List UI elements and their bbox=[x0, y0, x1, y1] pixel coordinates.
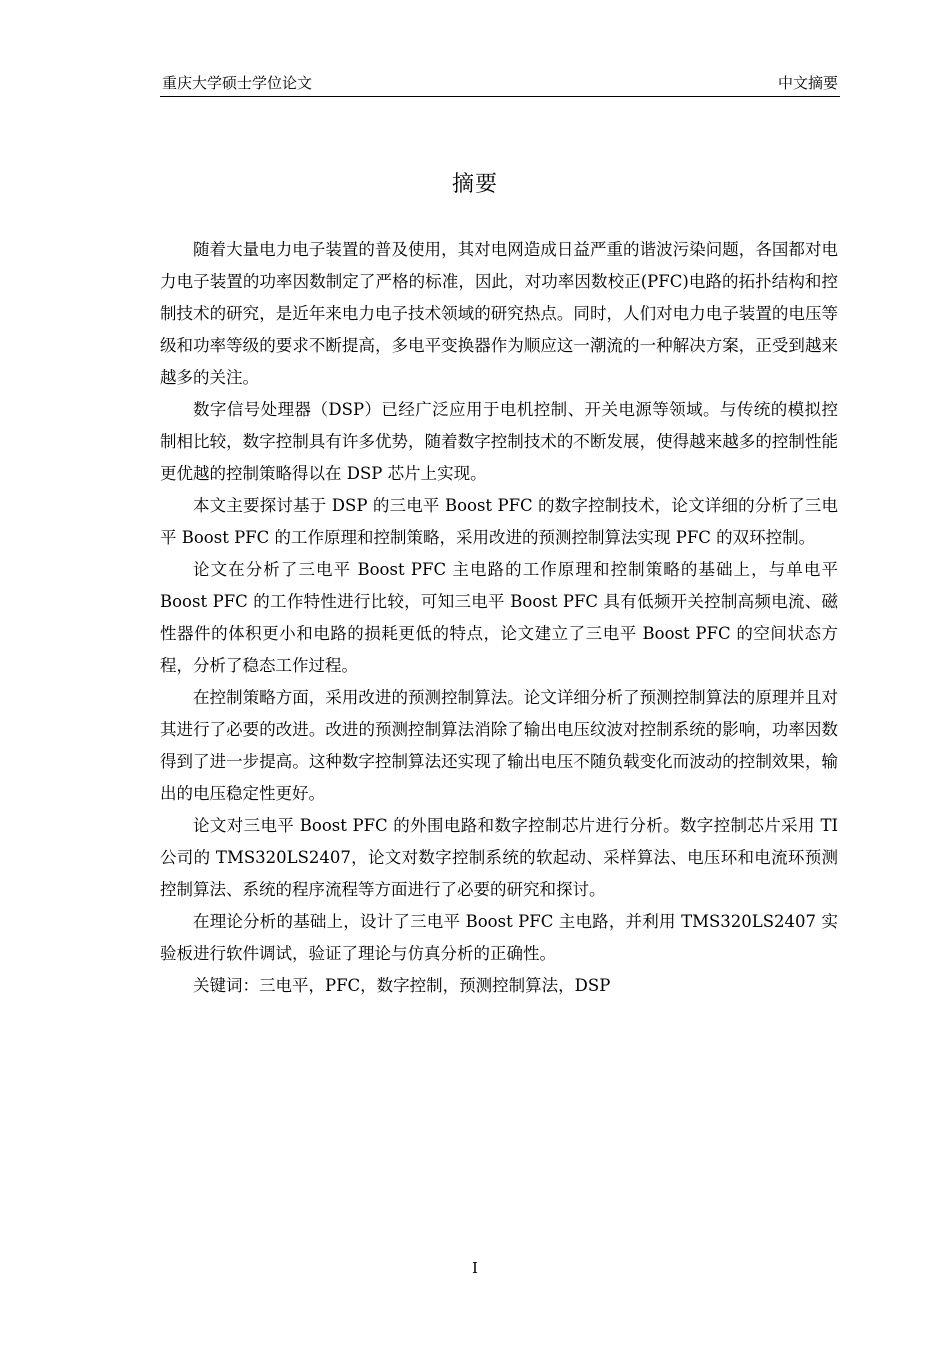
abstract-paragraph-6: 论文对三电平 Boost PFC 的外围电路和数字控制芯片进行分析。数字控制芯片采用 TI 公司的 TMS320LS2407，论文对数字控制系统的软起动、采样算法、电压环和电流环预测控制算法、系统的程序流程等方面进行了必要的研究和探讨。 bbox=[160, 816, 838, 899]
page-header bbox=[160, 74, 840, 97]
abstract-paragraph-1: 随着大量电力电子装置的普及使用，其对电网造成日益严重的谐波污染问题，各国都对电力电子装置的功率因数制定了严格的标准，因此，对功率因数校正(PFC)电路的拓扑结构和控制技术的研究，是近年来电力电子技术领域的研究热点。同时，人们对电力电子装置的电压等级和功率等级的要求不断提高，多电平变换器作为顺应这一潮流的一种解决方案，正受到越来越多的关注。 bbox=[160, 240, 838, 387]
abstract-paragraph-2: 数字信号处理器（DSP）已经广泛应用于电机控制、开关电源等领域。与传统的模拟控制相比较，数字控制具有许多优势，随着数字控制技术的不断发展，使得越来越多的控制性能更优越的控制策略得以在 DSP 芯片上实现。 bbox=[160, 400, 838, 483]
page-title: 摘要 bbox=[451, 172, 498, 197]
abstract-paragraph-4: 论文在分析了三电平 Boost PFC 主电路的工作原理和控制策略的基础上，与单电平 Boost PFC 的工作特性进行比较，可知三电平 Boost PFC 具有低频开关控制高频电流、磁性器件的体积更小和电路的损耗更低的特点，论文建立了三电平 Boost PFC 的空间状态方程，分析了稳态工作过程。 bbox=[160, 560, 838, 675]
abstract-paragraph-3: 本文主要探讨基于 DSP 的三电平 Boost PFC 的数字控制技术，论文详细的分析了三电平 Boost PFC 的工作原理和控制策略，采用改进的预测控制算法实现 PFC 的双环控制。 bbox=[160, 496, 838, 547]
keywords-line bbox=[160, 970, 838, 1002]
header-section-title: 中文摘要 bbox=[777, 74, 838, 92]
keywords-text: 三电平，PFC，数字控制，预测控制算法，DSP bbox=[259, 976, 611, 995]
abstract-paragraph-5: 在控制策略方面，采用改进的预测控制算法。论文详细分析了预测控制算法的原理并且对其进行了必要的改进。改进的预测控制算法消除了输出电压纹波对控制系统的影响，功率因数得到了进一步提高。这种数字控制算法还实现了输出电压不随负载变化而波动的控制效果，输出的电压稳定性更好。 bbox=[160, 688, 838, 803]
header-thesis-title: 重庆大学硕士学位论文 bbox=[162, 74, 313, 92]
keywords-label: 关键词： bbox=[193, 976, 259, 995]
page-number: I bbox=[472, 1259, 478, 1277]
abstract-body bbox=[160, 234, 838, 1002]
abstract-paragraph-7: 在理论分析的基础上，设计了三电平 Boost PFC 主电路，并利用 TMS320LS2407 实验板进行软件调试，验证了理论与仿真分析的正确性。 bbox=[160, 912, 838, 963]
